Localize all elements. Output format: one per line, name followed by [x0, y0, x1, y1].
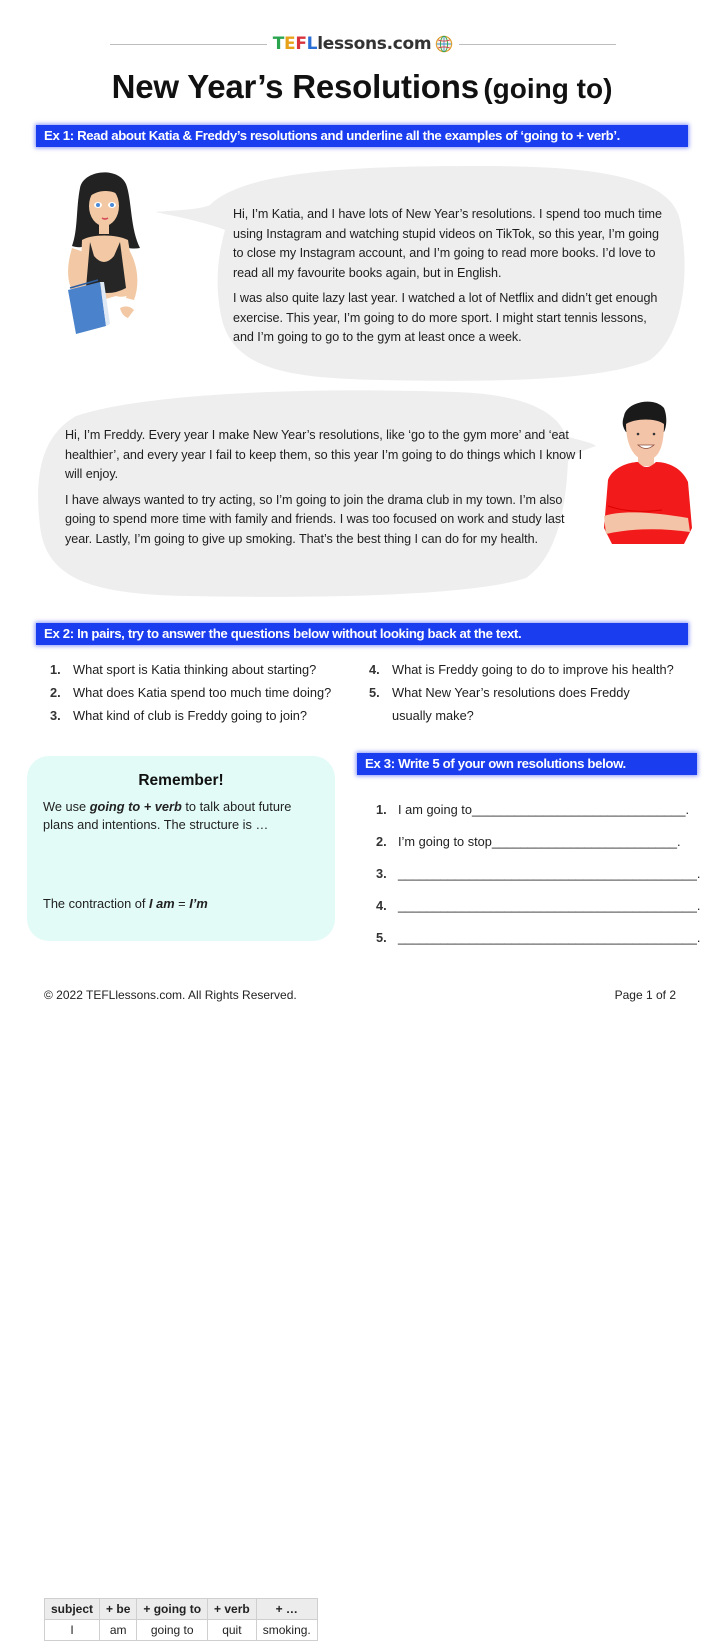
table-header: + …: [256, 1599, 317, 1620]
logo-letter: T: [272, 34, 284, 54]
item-prefix: I’m going to stop: [398, 833, 492, 849]
questions-right: [369, 658, 674, 727]
questions-left: [50, 658, 331, 727]
question-text: What kind of club is Freddy going to join?: [73, 708, 308, 723]
table-header: + going to: [137, 1599, 208, 1620]
divider: [110, 44, 267, 45]
item-number: 1.: [376, 801, 387, 817]
logo-letter: E: [283, 34, 296, 54]
question-number: 4.: [369, 662, 380, 677]
title-main: New Year’s Resolutions: [111, 68, 479, 105]
question-item: [369, 658, 674, 681]
question-item-continued: [369, 704, 674, 727]
table-cell: going to: [137, 1620, 208, 1641]
resolution-item[interactable]: [376, 857, 700, 889]
ex1-banner: Ex 1: Read about Katia & Freddy’s resolutions and underline all the examples of ‘going to + verb’.: [36, 125, 688, 147]
intro-emphasis: going to + verb: [89, 799, 182, 814]
katia-paragraph: Hi, I’m Katia, and I have lots of New Year’s resolutions. I spend too much time using Instagram and watching stupid videos on TikTok, so this year, I’m going to close my Instagram account, and I’m going to read more books. I’d love to read all my favourite books again, but in English.: [233, 207, 662, 280]
brand-header: [110, 33, 616, 55]
item-number: 5.: [376, 929, 387, 945]
brand-logo: [267, 34, 460, 54]
katia-text: [233, 205, 668, 354]
intro-text: to talk about future plans and intentions. The structure is …: [43, 799, 292, 832]
freddy-illustration: [602, 398, 692, 546]
item-prefix: I am going to: [398, 801, 472, 817]
footer-copyright: © 2022 TEFLlessons.com. All Rights Reserved.: [44, 988, 297, 1002]
question-text: What is Freddy going to do to improve his health?: [392, 662, 674, 677]
title-sub: (going to): [483, 73, 613, 104]
grammar-table: [44, 1598, 318, 1641]
question-text: usually make?: [392, 708, 474, 723]
resolution-item[interactable]: [376, 889, 700, 921]
table-cell: quit: [208, 1620, 257, 1641]
katia-illustration: [58, 168, 158, 338]
page-title: [0, 68, 724, 106]
ex3-banner: Ex 3: Write 5 of your own resolutions below.: [357, 753, 697, 775]
item-number: 3.: [376, 865, 387, 881]
answer-blank[interactable]: ______________________________.: [471, 801, 690, 817]
resolution-list: [376, 793, 700, 953]
table-header-row: [45, 1599, 318, 1620]
table-cell: I: [45, 1620, 100, 1641]
katia-paragraph: I was also quite lazy last year. I watched a lot of Netflix and didn’t get enough exercise. This year, I’m going to do more sport. I might start tennis lessons, and I’m going to go to the gym at least once a week.: [233, 291, 658, 344]
remember-heading: Remember!: [138, 772, 224, 789]
question-item: [50, 681, 331, 704]
table-header: subject: [45, 1599, 100, 1620]
item-number: 4.: [376, 897, 387, 913]
question-text: What New Year’s resolutions does Freddy: [392, 685, 630, 700]
freddy-paragraph: Hi, I’m Freddy. Every year I make New Year’s resolutions, like ‘go to the gym more’ and ‘eat healthier’, and every year I fail to keep them, so this year I’m going to do things which I know I will enjoy.: [65, 428, 583, 481]
question-text: What does Katia spend too much time doing?: [73, 685, 332, 700]
remember-intro: [43, 798, 323, 833]
freddy-text: [65, 426, 585, 555]
table-header: + be: [100, 1599, 137, 1620]
globe-icon: [435, 35, 453, 53]
contraction-note: [43, 896, 208, 911]
answer-blank[interactable]: __________________________________________.: [398, 897, 701, 913]
question-number: 5.: [369, 685, 380, 700]
table-header: + verb: [208, 1599, 257, 1620]
resolution-item[interactable]: [376, 921, 700, 953]
divider: [459, 44, 616, 45]
logo-letter: L: [306, 34, 318, 54]
contraction-text: The contraction of: [43, 896, 149, 911]
table-cell: am: [100, 1620, 137, 1641]
resolution-item[interactable]: [376, 825, 700, 857]
question-item: [369, 681, 674, 704]
answer-blank[interactable]: __________________________.: [491, 833, 681, 849]
logo-letter: F: [295, 34, 307, 54]
resolution-item[interactable]: [376, 793, 700, 825]
ex2-banner: Ex 2: In pairs, try to answer the questions below without looking back at the text.: [36, 623, 688, 645]
contraction-short: I’m: [189, 896, 208, 911]
table-row: [45, 1620, 318, 1641]
question-number: 1.: [50, 662, 61, 677]
answer-blank[interactable]: __________________________________________.: [398, 865, 701, 881]
table-cell: smoking.: [256, 1620, 317, 1641]
contraction-equals: =: [174, 896, 190, 911]
freddy-paragraph: I have always wanted to try acting, so I’m going to join the drama club in my town. I’m also going to spend more time with family and friends. I was too focused on work and study last year. Lastly, I’m going to give up smoking. That’s the best thing I can do for my health.: [65, 492, 565, 546]
logo-text: lessons.com: [317, 34, 432, 54]
contraction-full: I am: [149, 896, 175, 911]
question-number: 3.: [50, 708, 61, 723]
question-text: What sport is Katia thinking about starting?: [73, 662, 317, 677]
answer-blank[interactable]: __________________________________________.: [398, 929, 701, 945]
item-number: 2.: [376, 833, 387, 849]
question-item: [50, 704, 331, 727]
footer-page-number: Page 1 of 2: [614, 988, 676, 1002]
intro-text: We use: [43, 799, 90, 814]
question-item: [50, 658, 331, 681]
question-number: 2.: [50, 685, 61, 700]
